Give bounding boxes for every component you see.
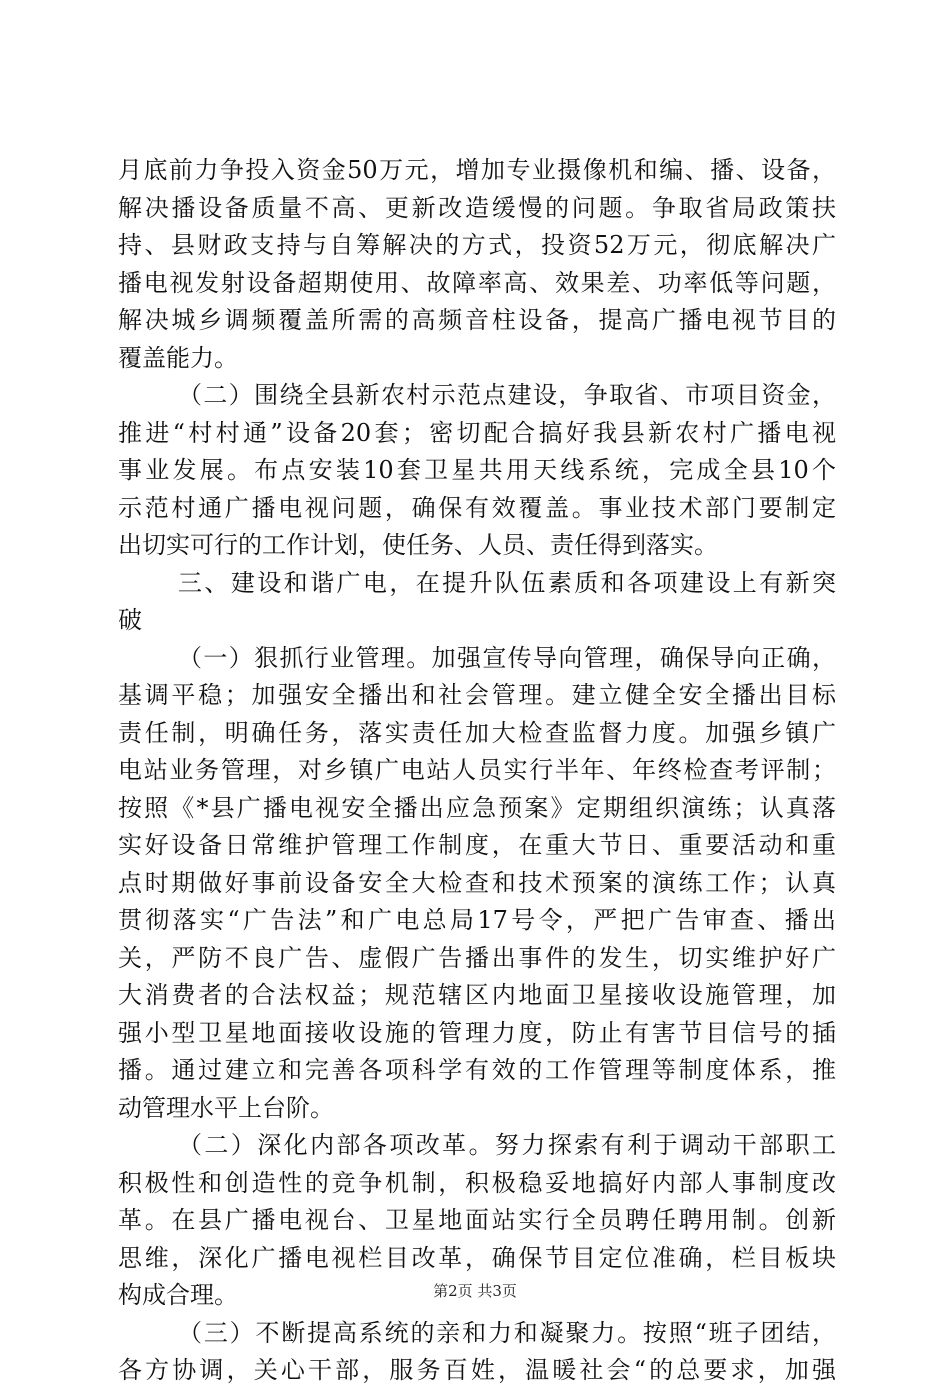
text-line: 出切实可行的工作计划，使任务、人员、责任得到落实。 — [118, 531, 718, 559]
section-heading-line: 三、建设和谐广电，在提升队伍素质和各项建设上有新突 — [178, 568, 836, 597]
text-line: 按照《*县广播电视安全播出应急预案》定期组织演练；认真落 — [118, 793, 836, 822]
text-line: 月底前力争投入资金50万元，增加专业摄像机和编、播、设备， — [118, 156, 836, 184]
text-line: 覆盖能力。 — [118, 343, 238, 372]
text-line: 责任制，明确任务，落实责任加大检查监督力度。加强乡镇广 — [118, 718, 836, 747]
document-body — [118, 152, 836, 1390]
text-line: 思维，深化广播电视栏目改革，确保节目定位准确，栏目板块 — [118, 1243, 836, 1272]
text-line: 基调平稳；加强安全播出和社会管理。建立健全安全播出目标 — [118, 681, 836, 709]
page-footer: 第2页 共3页 — [433, 1282, 517, 1300]
paragraph-start-line: （一）狠抓行业管理。加强宣传导向管理，确保导向正确， — [178, 643, 836, 672]
text-line: 强小型卫星地面接收设施的管理力度，防止有害节目信号的插 — [118, 1018, 836, 1047]
text-line: 积极性和创造性的竞争机制，积极稳妥地搞好内部人事制度改 — [118, 1168, 836, 1197]
text-line: 构成合理。 — [118, 1281, 238, 1309]
text-line: 点时期做好事前设备安全大检查和技术预案的演练工作；认真 — [118, 868, 836, 897]
text-line: 推进“村村通”设备20套；密切配合搞好我县新农村广播电视 — [118, 418, 836, 447]
text-line: 各方协调，关心干部，服务百姓，温暖社会“的总要求，加强 — [118, 1356, 836, 1384]
text-line: 大消费者的合法权益；规范辖区内地面卫星接收设施管理，加 — [118, 981, 836, 1009]
text-line: 革。在县广播电视台、卫星地面站实行全员聘任聘用制。创新 — [118, 1206, 836, 1234]
text-line: 动管理水平上台阶。 — [118, 1093, 334, 1122]
text-line: 电站业务管理，对乡镇广电站人员实行半年、年终检查考评制； — [118, 756, 836, 784]
text-line: 关，严防不良广告、虚假广告播出事件的发生，切实维护好广 — [118, 943, 836, 972]
text-line: 持、县财政支持与自筹解决的方式，投资52万元，彻底解决广 — [118, 231, 836, 259]
text-line: 解决播设备质量不高、更新改造缓慢的问题。争取省局政策扶 — [118, 193, 836, 222]
text-line: 播。通过建立和完善各项科学有效的工作管理等制度体系，推 — [118, 1056, 836, 1084]
paragraph-start-line: （二）围绕全县新农村示范点建设，争取省、市项目资金， — [178, 381, 836, 409]
paragraph-start-line: （二）深化内部各项改革。努力探索有利于调动干部职工 — [178, 1131, 836, 1159]
text-line: 事业发展。布点安装10套卫星共用天线系统，完成全县10个 — [118, 456, 836, 484]
text-line: 实好设备日常维护管理工作制度，在重大节日、重要活动和重 — [118, 831, 836, 859]
text-line: 播电视发射设备超期使用、故障率高、效果差、功率低等问题， — [118, 268, 836, 297]
text-line: 示范村通广播电视问题，确保有效覆盖。事业技术部门要制定 — [118, 493, 836, 522]
paragraph-start-line: （三）不断提高系统的亲和力和凝聚力。按照“班子团结， — [178, 1318, 836, 1347]
section-heading-line: 破 — [118, 606, 142, 634]
text-line: 贯彻落实“广告法”和广电总局17号令，严把广告审查、播出 — [118, 906, 836, 934]
text-line: 解决城乡调频覆盖所需的高频音柱设备，提高广播电视节目的 — [118, 306, 836, 334]
